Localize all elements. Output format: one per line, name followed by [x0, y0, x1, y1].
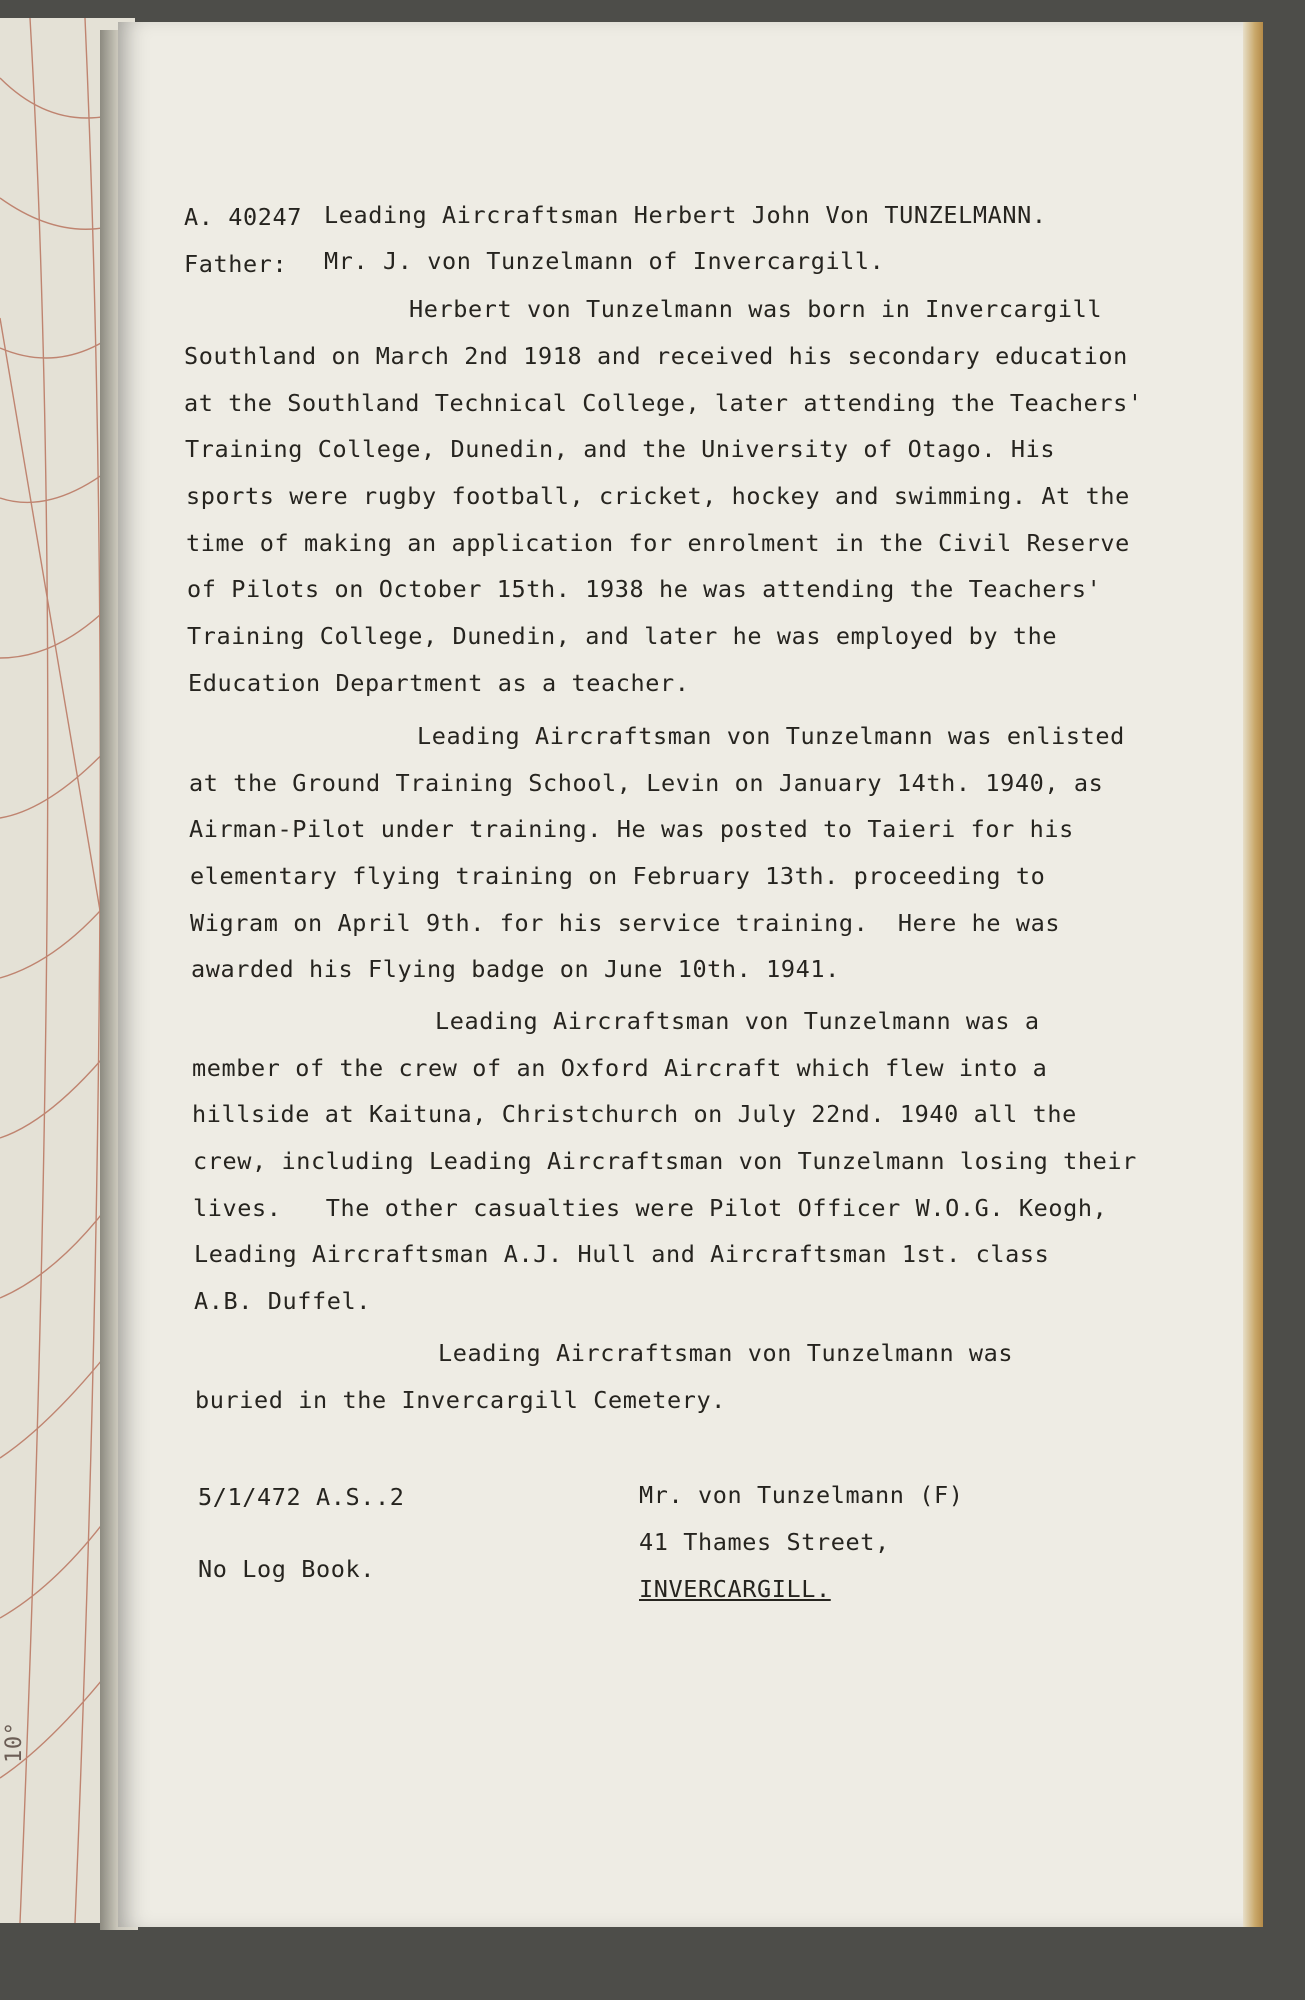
- paragraph-line: awarded his Flying badge on June 10th. 1941.: [191, 955, 840, 983]
- paragraph-line: sports were rugby football, cricket, hockey and swimming. At the: [186, 482, 1130, 510]
- paragraph-line: Leading Aircraftsman von Tunzelmann was: [438, 1339, 1014, 1367]
- address-name: Mr. von Tunzelmann (F): [639, 1481, 964, 1509]
- paragraph-line: Leading Aircraftsman A.J. Hull and Aircraftsman 1st. class: [194, 1240, 1050, 1268]
- paragraph-line: buried in the Invercargill Cemetery.: [195, 1386, 726, 1414]
- address-city: INVERCARGILL.: [639, 1575, 831, 1603]
- paragraph-line: elementary flying training on February 13th. proceeding to: [190, 862, 1046, 890]
- log-book-note: No Log Book.: [198, 1555, 375, 1583]
- paragraph-line: Wigram on April 9th. for his service training. Here he was: [190, 909, 1061, 937]
- map-degree-label: 10°: [2, 1721, 27, 1763]
- paragraph-line: Training College, Dunedin, and later he was employed by the: [187, 622, 1058, 650]
- name-line: Leading Aircraftsman Herbert John Von TUNZELMANN.: [324, 201, 1047, 229]
- father-label: Father:: [184, 250, 288, 278]
- paragraph-line: lives. The other casualties were Pilot Officer W.O.G. Keogh,: [193, 1194, 1108, 1222]
- address-street: 41 Thames Street,: [639, 1528, 890, 1556]
- paragraph-line: of Pilots on October 15th. 1938 he was attending the Teachers': [187, 575, 1102, 603]
- paragraph-line: Leading Aircraftsman von Tunzelmann was enlisted: [417, 722, 1125, 750]
- paragraph-line: Training College, Dunedin, and the University of Otago. His: [185, 435, 1056, 463]
- file-reference: 5/1/472 A.S..2: [198, 1483, 405, 1511]
- document-page: [118, 22, 1260, 1927]
- page-edge: [1243, 22, 1263, 1927]
- paragraph-line: Leading Aircraftsman von Tunzelmann was a: [435, 1007, 1040, 1035]
- paragraph-line: at the Ground Training School, Levin on January 14th. 1940, as: [189, 769, 1104, 797]
- paragraph-line: Southland on March 2nd 1918 and received his secondary education: [184, 342, 1128, 370]
- father-value: Mr. J. von Tunzelmann of Invercargill.: [324, 247, 885, 275]
- paragraph-line: hillside at Kaituna, Christchurch on July 22nd. 1940 all the: [192, 1100, 1077, 1128]
- paragraph-line: crew, including Leading Aircraftsman von Tunzelmann losing their: [193, 1147, 1137, 1175]
- paragraph-line: Education Department as a teacher.: [188, 669, 690, 697]
- paragraph-line: member of the crew of an Oxford Aircraft which flew into a: [192, 1054, 1048, 1082]
- paragraph-line: time of making an application for enrolment in the Civil Reserve: [186, 529, 1130, 557]
- paragraph-line: Herbert von Tunzelmann was born in Invercargill: [409, 295, 1103, 323]
- paragraph-line: Airman-Pilot under training. He was posted to Taieri for his: [189, 815, 1074, 843]
- paragraph-line: A.B. Duffel.: [194, 1287, 371, 1315]
- paragraph-line: at the Southland Technical College, later attending the Teachers': [184, 389, 1143, 417]
- service-number: A. 40247: [184, 203, 302, 231]
